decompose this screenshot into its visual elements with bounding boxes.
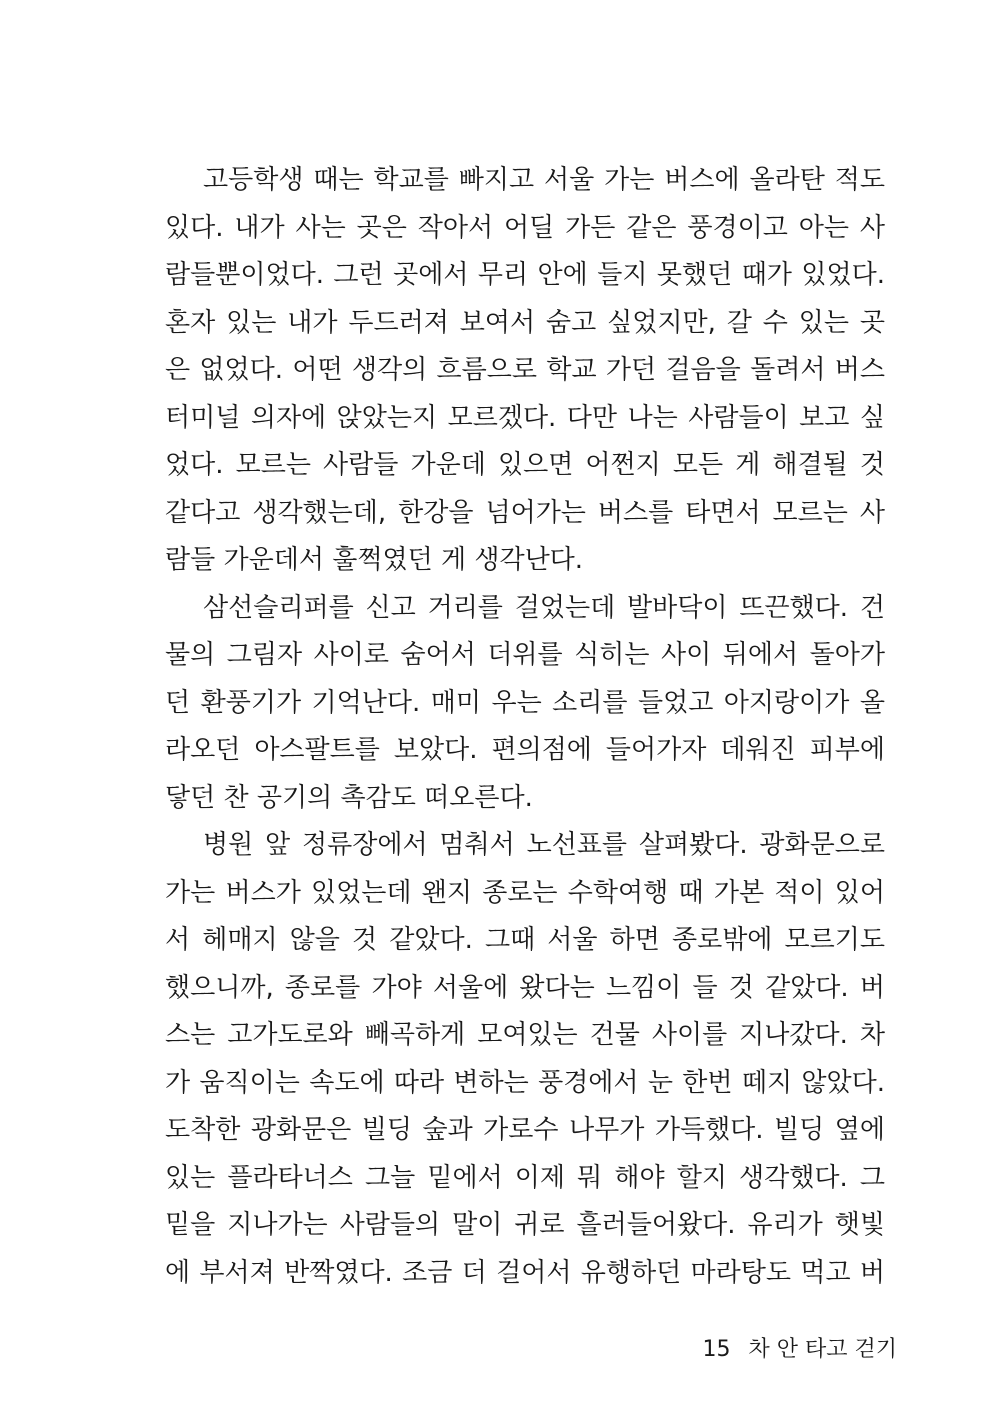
text-line: 있는 플라타너스 그늘 밑에서 이제 뭐 해야 할지 생각했다. 그 bbox=[165, 1162, 885, 1193]
text-line: 은 없었다. 어떤 생각의 흐름으로 학교 가던 걸음을 돌려서 버스 bbox=[165, 355, 885, 385]
text-line: 같다고 생각했는데, 한강을 넘어가는 버스를 타면서 모르는 사 bbox=[165, 497, 885, 528]
body-text bbox=[165, 157, 885, 1297]
text-line: 던 환풍기가 기억난다. 매미 우는 소리를 들었고 아지랑이가 올 bbox=[165, 687, 885, 718]
text-line: 람들뿐이었다. 그런 곳에서 무리 안에 들지 못했던 때가 있었다. bbox=[165, 260, 885, 290]
text-line: 병원 앞 정류장에서 멈춰서 노선표를 살펴봤다. 광화문으로 bbox=[203, 830, 885, 860]
text-line: 가는 버스가 있었는데 왠지 종로는 수학여행 때 가본 적이 있어 bbox=[165, 877, 885, 908]
text-line: 혼자 있는 내가 두드러져 보여서 숨고 싶었지만, 갈 수 있는 곳 bbox=[165, 307, 885, 338]
text-line: 에 부서져 반짝였다. 조금 더 걸어서 유행하던 마라탕도 먹고 버 bbox=[165, 1257, 885, 1288]
page-number: 15 bbox=[702, 1337, 731, 1362]
text-line: 했으니까, 종로를 가야 서울에 왔다는 느낌이 들 것 같았다. 버 bbox=[165, 972, 885, 1003]
text-line: 라오던 아스팔트를 보았다. 편의점에 들어가자 데워진 피부에 bbox=[165, 735, 885, 765]
text-line: 가 움직이는 속도에 따라 변하는 풍경에서 눈 한번 떼지 않았다. bbox=[165, 1067, 885, 1098]
text-line: 서 헤매지 않을 것 같았다. 그때 서울 하면 종로밖에 모르기도 bbox=[165, 925, 885, 955]
text-line: 람들 가운데서 훌쩍였던 게 생각난다. bbox=[165, 545, 584, 575]
text-line: 밑을 지나가는 사람들의 말이 귀로 흘러들어왔다. 유리가 햇빛 bbox=[165, 1210, 885, 1240]
text-line: 도착한 광화문은 빌딩 숲과 가로수 나무가 가득했다. 빌딩 옆에 bbox=[165, 1115, 885, 1145]
text-line: 고등학생 때는 학교를 빠지고 서울 가는 버스에 올라탄 적도 bbox=[203, 165, 885, 195]
text-line: 닿던 찬 공기의 촉감도 떠오른다. bbox=[165, 782, 533, 813]
text-line: 터미널 의자에 앉았는지 모르겠다. 다만 나는 사람들이 보고 싶 bbox=[165, 402, 885, 433]
text-line: 스는 고가도로와 빼곡하게 모여있는 건물 사이를 지나갔다. 차 bbox=[165, 1020, 885, 1050]
chapter-title: 차 안 타고 걷기 bbox=[748, 1337, 897, 1362]
text-line: 물의 그림자 사이로 숨어서 더위를 식히는 사이 뒤에서 돌아가 bbox=[165, 640, 885, 670]
text-line: 삼선슬리퍼를 신고 거리를 걸었는데 발바닥이 뜨끈했다. 건 bbox=[203, 592, 885, 623]
text-line: 있다. 내가 사는 곳은 작아서 어딜 가든 같은 풍경이고 아는 사 bbox=[165, 212, 885, 243]
text-line: 었다. 모르는 사람들 가운데 있으면 어쩐지 모든 게 해결될 것 bbox=[165, 450, 885, 480]
page-footer bbox=[703, 1335, 898, 1365]
